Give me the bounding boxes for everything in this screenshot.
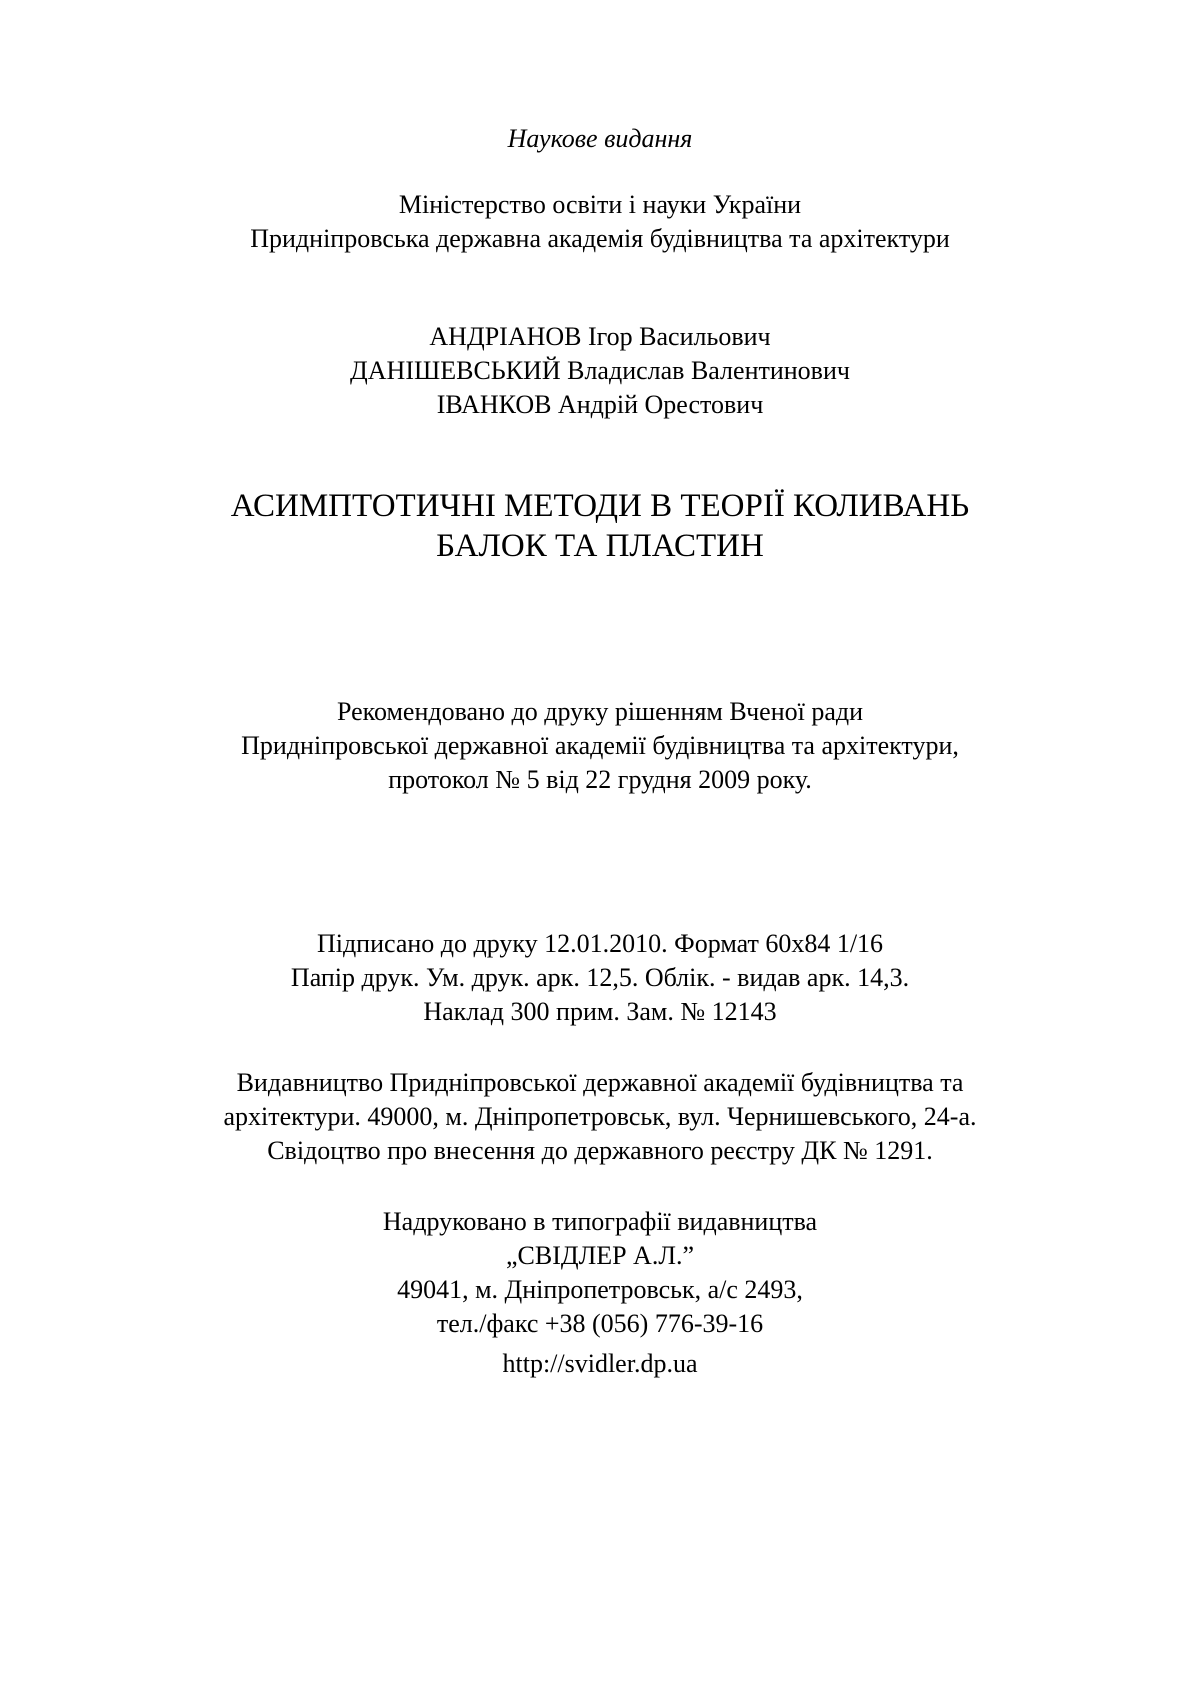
print-details-line-2: Папір друк. Ум. друк. арк. 12,5. Облік. - видав арк. 14,3. xyxy=(290,963,910,992)
printer-block xyxy=(0,1205,1200,1381)
ministry-name: Міністерство освіти і науки України xyxy=(398,190,802,219)
print-details-block xyxy=(0,927,1200,1029)
publisher-line-3: Свідоцтво про внесення до державного реєстру ДК № 1291. xyxy=(267,1136,933,1165)
author-3: ІВАНКОВ Андрій Орестович xyxy=(436,390,764,419)
printer-website: http://svidler.dp.ua xyxy=(502,1349,698,1378)
publisher-block xyxy=(0,1066,1200,1168)
publication-type: Наукове видання xyxy=(507,124,693,153)
book-title-line-1: АСИМПТОТИЧНІ МЕТОДИ В ТЕОРІЇ КОЛИВАНЬ xyxy=(230,488,970,524)
academy-name: Придніпровська державна академія будівництва та архітектури xyxy=(250,224,950,253)
ministry-block xyxy=(0,188,1200,256)
recommendation-line-2: Придніпровської державної академії будівництва та архітектури, xyxy=(241,731,959,760)
authors-block xyxy=(0,320,1200,422)
publisher-line-1: Видавництво Придніпровської державної академії будівництва та xyxy=(236,1068,964,1097)
book-title-line-2: БАЛОК ТА ПЛАСТИН xyxy=(436,528,764,564)
author-1: АНДРІАНОВ Ігор Васильович xyxy=(429,322,771,351)
recommendation-block xyxy=(0,695,1200,797)
author-2: ДАНІШЕВСЬКИЙ Владислав Валентинович xyxy=(350,356,850,385)
recommendation-line-1: Рекомендовано до друку рішенням Вченої ради xyxy=(336,697,864,726)
printer-name: „СВІДЛЕР А.Л.” xyxy=(505,1241,695,1270)
printer-phone: тел./факс +38 (056) 776-39-16 xyxy=(436,1309,764,1338)
recommendation-line-3: протокол № 5 від 22 грудня 2009 року. xyxy=(388,765,812,794)
publisher-line-2: архітектури. 49000, м. Дніпропетровськ, вул. Чернишевського, 24-а. xyxy=(223,1102,977,1131)
book-title xyxy=(0,486,1200,566)
print-details-line-3: Наклад 300 прим. Зам. № 12143 xyxy=(423,997,777,1026)
publication-type-block xyxy=(0,122,1200,156)
print-details-line-1: Підписано до друку 12.01.2010. Формат 60x84 1/16 xyxy=(316,929,884,958)
printer-address: 49041, м. Дніпропетровськ, а/с 2493, xyxy=(397,1275,803,1304)
printer-line-1: Надруковано в типографії видавництва xyxy=(382,1207,818,1236)
